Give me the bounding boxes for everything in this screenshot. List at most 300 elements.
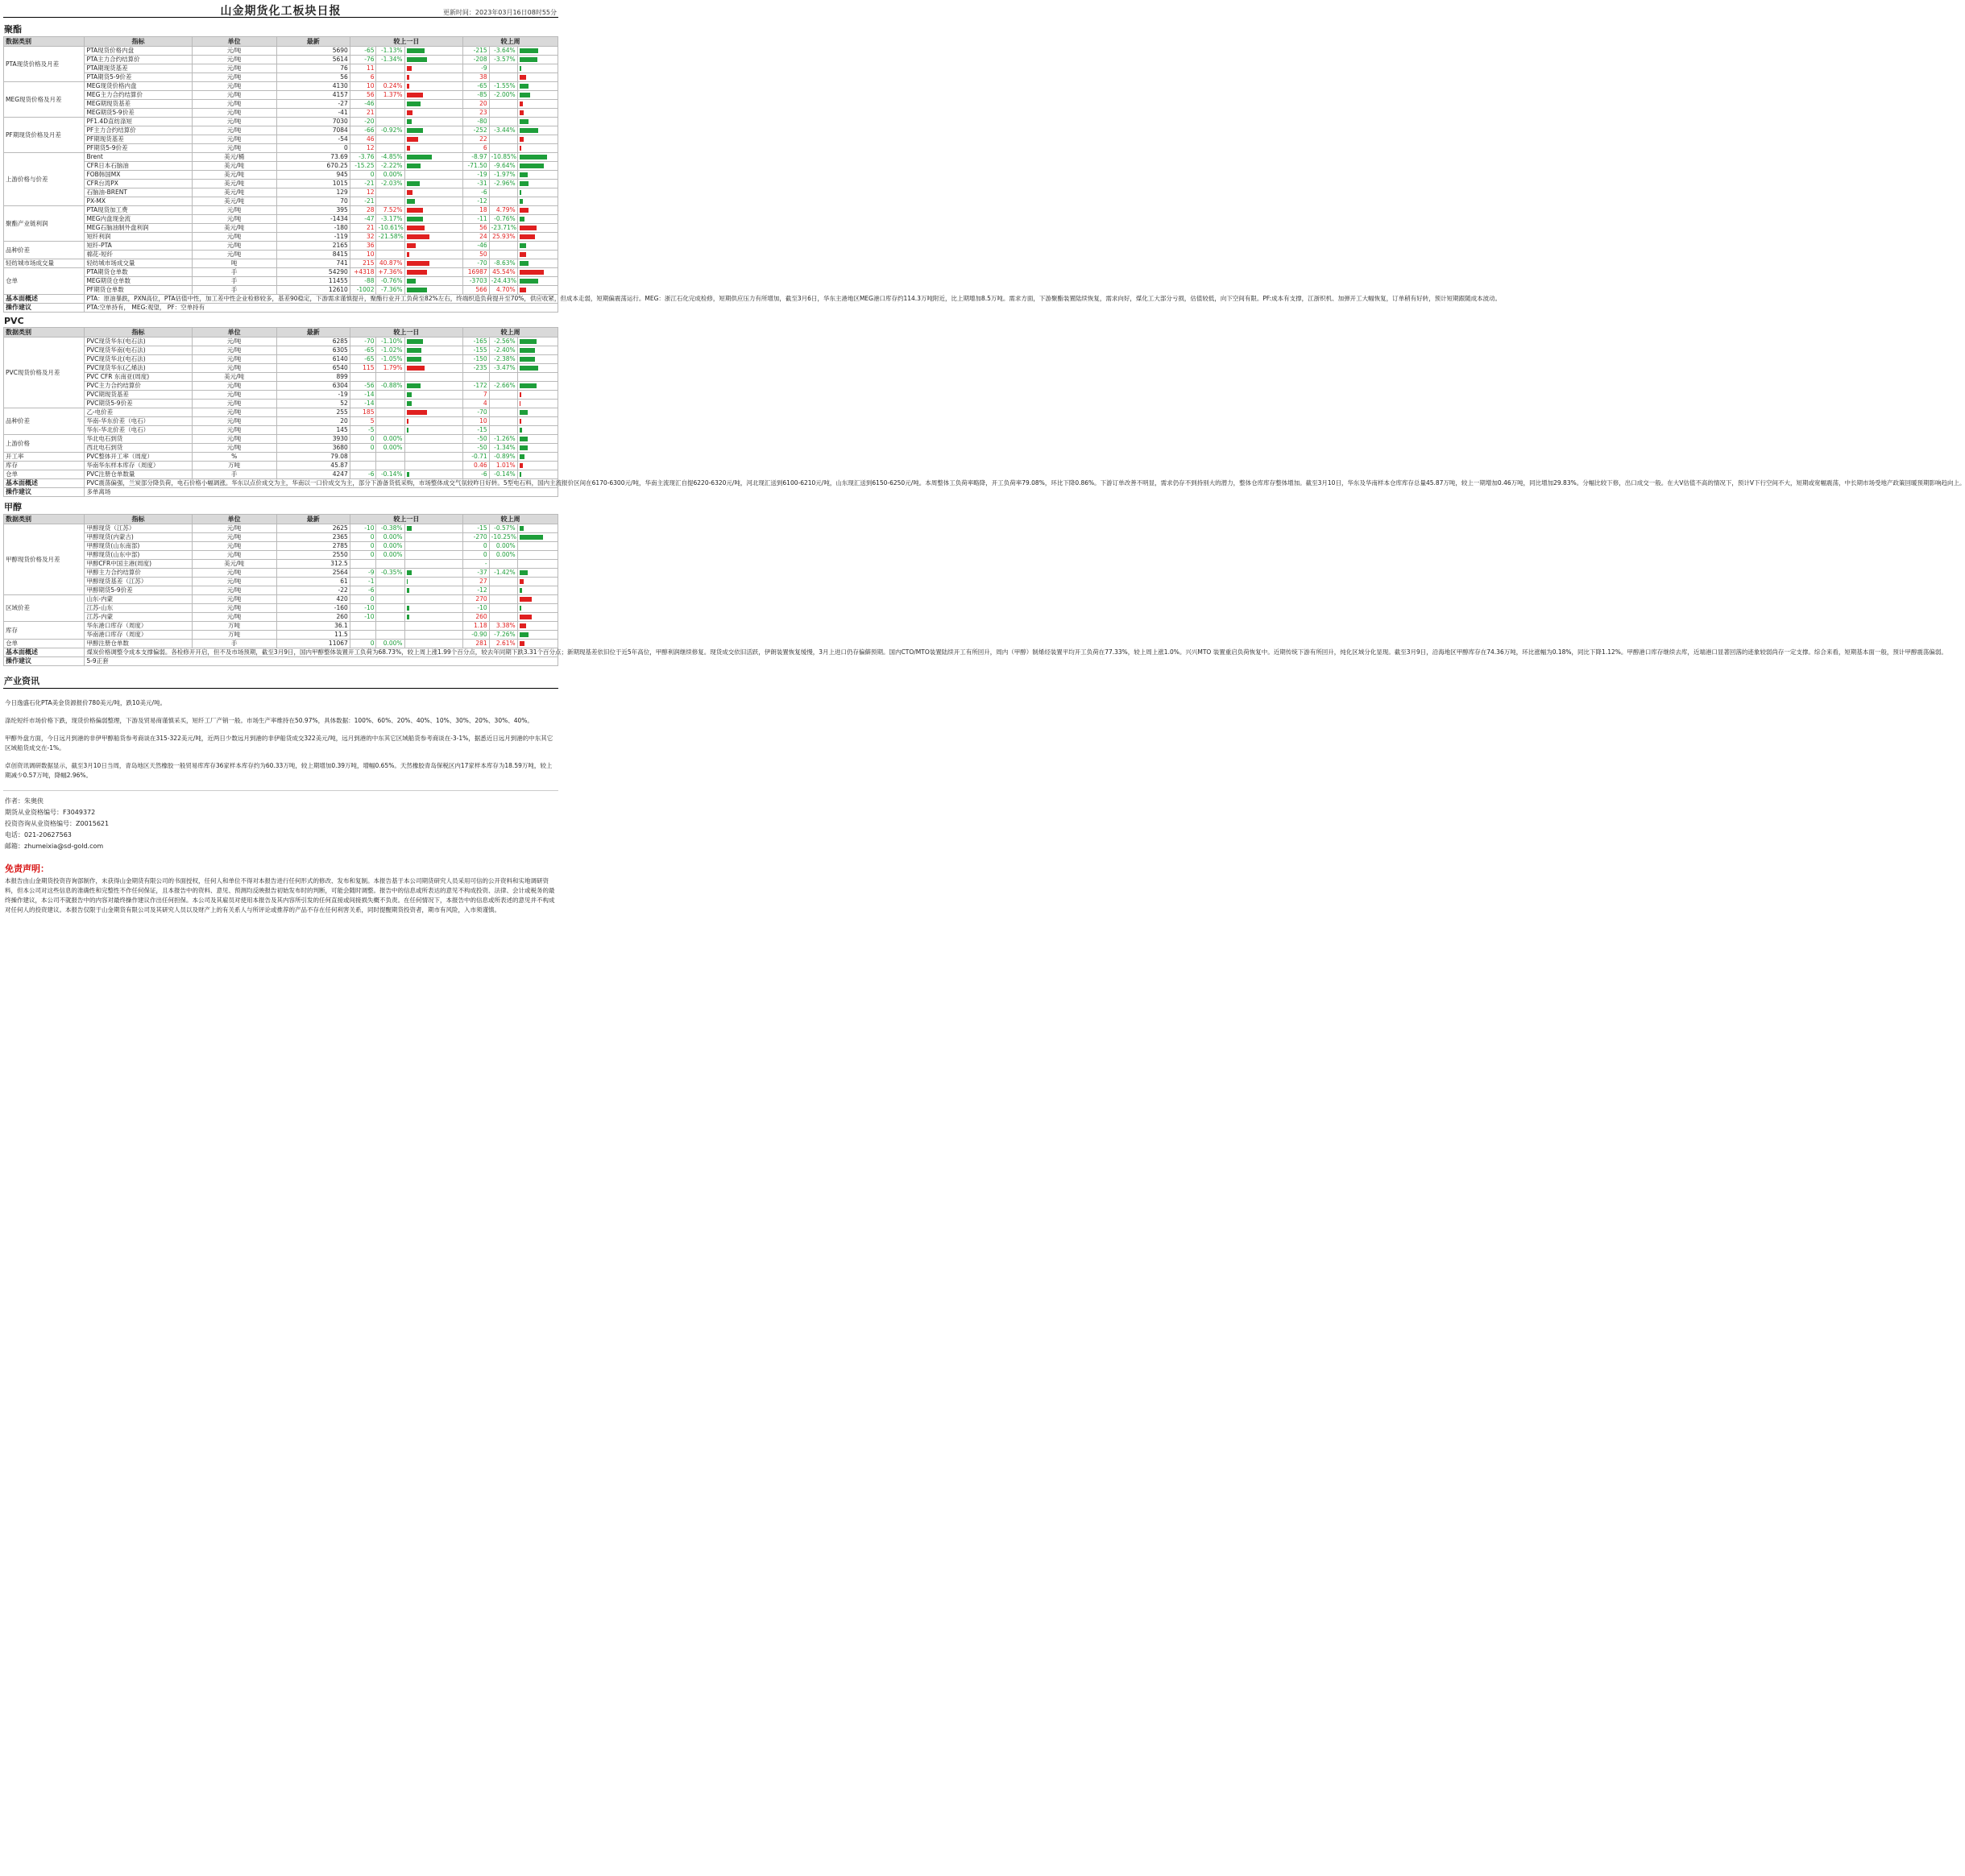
table-row: [4, 233, 558, 242]
latest-cell: 52: [276, 400, 350, 408]
day-change-bar-cell: [404, 631, 462, 640]
indicator-cell: PTA主力合约结算价: [85, 56, 192, 64]
day-change-cell: 5: [350, 417, 376, 426]
sections-container: [3, 19, 1965, 666]
table-row: [4, 631, 558, 640]
latest-cell: -54: [276, 135, 350, 144]
week-change-bar-cell: [517, 64, 558, 73]
table-row: [4, 286, 558, 295]
day-change-pct-cell: [376, 144, 404, 153]
week-change-pct-cell: 2.61%: [489, 640, 517, 648]
table-row: [4, 277, 558, 286]
day-change-bar-cell: [404, 595, 462, 604]
day-change-bar-cell: [404, 73, 462, 82]
week-change-pct-cell: 45.54%: [489, 268, 517, 277]
indicator-cell: 甲醇现货（江苏）: [85, 524, 192, 533]
table-row: [4, 153, 558, 162]
week-change-pct-cell: [489, 242, 517, 251]
day-change-cell: -14: [350, 391, 376, 400]
table-row: [4, 604, 558, 613]
table-row: [4, 162, 558, 171]
day-change-bar: [407, 348, 421, 353]
day-change-pct-cell: [376, 426, 404, 435]
week-change-bar: [520, 366, 538, 371]
week-change-pct-cell: -24.43%: [489, 277, 517, 286]
week-change-bar: [520, 199, 523, 204]
section-title: 聚酯: [4, 24, 22, 35]
table-row: [4, 91, 558, 100]
day-change-cell: -10: [350, 613, 376, 622]
latest-cell: 36.1: [276, 622, 350, 631]
day-change-cell: 0: [350, 171, 376, 180]
day-change-pct-cell: [376, 373, 404, 382]
week-change-pct-cell: [489, 373, 517, 382]
header-day-change: 较上一日: [350, 515, 462, 524]
week-change-bar-cell: [517, 109, 558, 118]
week-change-pct-cell: -0.14%: [489, 470, 517, 479]
week-change-cell: -12: [462, 197, 489, 206]
week-change-cell: -: [462, 560, 489, 569]
indicator-cell: CFR日本石脑油: [85, 162, 192, 171]
day-change-bar-cell: [404, 206, 462, 215]
week-change-bar: [520, 357, 535, 362]
day-change-pct-cell: [376, 118, 404, 126]
indicator-cell: 短纤利润: [85, 233, 192, 242]
week-change-pct-cell: 1.01%: [489, 462, 517, 470]
table-row: [4, 144, 558, 153]
day-change-pct-cell: -4.85%: [376, 153, 404, 162]
day-change-bar-cell: [404, 338, 462, 346]
header-category: 数据类别: [4, 37, 85, 47]
day-change-bar-cell: [404, 215, 462, 224]
day-change-cell: 185: [350, 408, 376, 417]
category-cell: 仓单: [4, 470, 85, 479]
week-change-pct-cell: 4.70%: [489, 286, 517, 295]
indicator-cell: PTA现货价格内盘: [85, 47, 192, 56]
unit-cell: 美元/吨: [192, 224, 276, 233]
unit-cell: 元/吨: [192, 595, 276, 604]
unit-cell: 元/吨: [192, 382, 276, 391]
day-change-bar-cell: [404, 640, 462, 648]
day-change-pct-cell: [376, 64, 404, 73]
day-change-cell: -10: [350, 524, 376, 533]
author-line: 期货从业资格编号：F3049372: [5, 809, 96, 816]
week-change-pct-cell: [489, 613, 517, 622]
week-change-bar: [520, 128, 538, 133]
category-cell: 聚酯产业链利润: [4, 206, 85, 242]
unit-cell: 元/吨: [192, 144, 276, 153]
indicator-cell: CFR台湾PX: [85, 180, 192, 188]
table-row: [4, 391, 558, 400]
day-change-bar: [407, 75, 409, 80]
day-change-cell: -9: [350, 569, 376, 578]
day-change-cell: 28: [350, 206, 376, 215]
week-change-cell: 4: [462, 400, 489, 408]
week-change-cell: -252: [462, 126, 489, 135]
unit-cell: 元/吨: [192, 408, 276, 417]
author-line: 邮箱：zhumeixia@sd-gold.com: [5, 843, 104, 850]
week-change-bar: [520, 410, 528, 415]
report-page: [0, 0, 1965, 918]
header-week-change: 较上周: [462, 37, 558, 47]
table-row: [4, 622, 558, 631]
day-change-pct-cell: 0.00%: [376, 542, 404, 551]
day-change-cell: -3.76: [350, 153, 376, 162]
latest-cell: 6305: [276, 346, 350, 355]
unit-cell: 美元/吨: [192, 162, 276, 171]
week-change-cell: [462, 373, 489, 382]
week-change-bar: [520, 579, 524, 584]
week-change-bar-cell: [517, 82, 558, 91]
table-row: [4, 373, 558, 382]
week-change-bar-cell: [517, 453, 558, 462]
week-change-pct-cell: [489, 604, 517, 613]
latest-cell: -119: [276, 233, 350, 242]
day-change-cell: 10: [350, 82, 376, 91]
week-change-bar-cell: [517, 233, 558, 242]
unit-cell: 万吨: [192, 462, 276, 470]
day-change-cell: [350, 462, 376, 470]
day-change-bar-cell: [404, 82, 462, 91]
latest-cell: 945: [276, 171, 350, 180]
day-change-bar-cell: [404, 251, 462, 259]
indicator-cell: MEG石脑油制外盘利润: [85, 224, 192, 233]
day-change-cell: 21: [350, 109, 376, 118]
latest-cell: 7084: [276, 126, 350, 135]
category-cell: 区域价差: [4, 595, 85, 622]
latest-cell: 420: [276, 595, 350, 604]
week-change-cell: -8.97: [462, 153, 489, 162]
week-change-cell: -19: [462, 171, 489, 180]
day-change-bar: [407, 279, 416, 284]
day-change-bar-cell: [404, 277, 462, 286]
week-change-bar: [520, 270, 544, 275]
header-unit: 单位: [192, 515, 276, 524]
latest-cell: 54290: [276, 268, 350, 277]
week-change-bar: [520, 243, 526, 248]
week-change-bar: [520, 454, 524, 459]
day-change-cell: 12: [350, 144, 376, 153]
week-change-bar: [520, 217, 524, 222]
indicator-cell: PF期现货基差: [85, 135, 192, 144]
day-change-pct-cell: -7.36%: [376, 286, 404, 295]
day-change-cell: -15.25: [350, 162, 376, 171]
data-table: [3, 327, 1965, 497]
day-change-bar-cell: [404, 162, 462, 171]
day-change-pct-cell: [376, 417, 404, 426]
week-change-pct-cell: [489, 135, 517, 144]
indicator-cell: 甲醇主力合约结算价: [85, 569, 192, 578]
latest-cell: 12610: [276, 286, 350, 295]
week-change-pct-cell: [489, 400, 517, 408]
indicator-cell: 华东-华北价差（电石）: [85, 426, 192, 435]
table-row: [4, 64, 558, 73]
latest-cell: 2785: [276, 542, 350, 551]
latest-cell: 8415: [276, 251, 350, 259]
day-change-bar-cell: [404, 126, 462, 135]
week-change-pct-cell: -7.26%: [489, 631, 517, 640]
day-change-pct-cell: [376, 631, 404, 640]
summary-row: [4, 295, 558, 304]
week-change-pct-cell: -1.97%: [489, 171, 517, 180]
week-change-bar: [520, 526, 524, 531]
week-change-pct-cell: [489, 578, 517, 586]
week-change-cell: -0.90: [462, 631, 489, 640]
unit-cell: 元/吨: [192, 400, 276, 408]
day-change-cell: 115: [350, 364, 376, 373]
latest-cell: 7030: [276, 118, 350, 126]
day-change-bar-cell: [404, 188, 462, 197]
indicator-cell: PVC注册仓单数量: [85, 470, 192, 479]
summary-label: 基本面概述: [4, 295, 85, 304]
week-change-bar-cell: [517, 444, 558, 453]
week-change-bar: [520, 57, 537, 62]
week-change-cell: 0: [462, 551, 489, 560]
indicator-cell: PTA期货5-9价差: [85, 73, 192, 82]
indicator-cell: MEG期货仓单数: [85, 277, 192, 286]
unit-cell: 元/吨: [192, 364, 276, 373]
author-line: 电话：021-20627563: [5, 831, 72, 839]
latest-cell: 255: [276, 408, 350, 417]
table-row: [4, 595, 558, 604]
day-change-bar: [407, 261, 429, 266]
latest-cell: 56: [276, 73, 350, 82]
table-row: [4, 118, 558, 126]
category-cell: 品种价差: [4, 408, 85, 435]
indicator-cell: PVC现货华东(乙烯法): [85, 364, 192, 373]
day-change-bar-cell: [404, 408, 462, 417]
industry-paragraph: 今日逸盛石化PTA美金货源报价780美元/吨，跌10美元/吨。: [5, 699, 167, 706]
day-change-bar: [407, 217, 423, 222]
header-indicator: 指标: [85, 515, 192, 524]
table-row: [4, 417, 558, 426]
day-change-bar: [407, 392, 412, 397]
author-line: 投资咨询从业资格编号：Z0015621: [5, 820, 110, 827]
week-change-bar-cell: [517, 73, 558, 82]
day-change-bar: [407, 119, 412, 124]
operation-text: 多单离场: [85, 488, 558, 497]
day-change-bar-cell: [404, 153, 462, 162]
day-change-bar-cell: [404, 373, 462, 382]
day-change-pct-cell: 0.00%: [376, 171, 404, 180]
latest-cell: 4247: [276, 470, 350, 479]
latest-cell: 312.5: [276, 560, 350, 569]
operation-row: [4, 657, 558, 666]
indicator-cell: MEG现货价格内盘: [85, 82, 192, 91]
day-change-pct-cell: [376, 408, 404, 417]
industry-paragraph: 甲醇外盘方面，今日远月到港的非伊甲醇船货参考商谈在315-322美元/吨，近两日少数远月到港的非伊船货成交322美元/吨，远月到港的中东其它区域船货参考商谈在-3-1%，据悉近日远月到港的中东其它区域船货成交在-1%。: [5, 735, 553, 752]
table-row: [4, 259, 558, 268]
latest-cell: 1015: [276, 180, 350, 188]
day-change-pct-cell: [376, 604, 404, 613]
update-time: 更新时间：2023年03月16日08时55分: [442, 9, 557, 16]
latest-cell: 73.69: [276, 153, 350, 162]
day-change-cell: 21: [350, 224, 376, 233]
header-unit: 单位: [192, 328, 276, 338]
week-change-bar-cell: [517, 118, 558, 126]
week-change-cell: -50: [462, 444, 489, 453]
week-change-pct-cell: -10.25%: [489, 533, 517, 542]
unit-cell: 元/吨: [192, 346, 276, 355]
unit-cell: 元/吨: [192, 215, 276, 224]
table-row: [4, 109, 558, 118]
table-row: [4, 435, 558, 444]
week-change-pct-cell: -2.56%: [489, 338, 517, 346]
table-row: [4, 578, 558, 586]
week-change-cell: -31: [462, 180, 489, 188]
day-change-pct-cell: -0.88%: [376, 382, 404, 391]
unit-cell: 元/吨: [192, 135, 276, 144]
author-line: 作者：朱奥侠: [5, 797, 44, 805]
unit-cell: 元/吨: [192, 56, 276, 64]
week-change-bar: [520, 632, 529, 637]
table-row: [4, 400, 558, 408]
latest-cell: 2550: [276, 551, 350, 560]
day-change-bar-cell: [404, 560, 462, 569]
day-change-cell: 12: [350, 188, 376, 197]
day-change-pct-cell: 1.37%: [376, 91, 404, 100]
unit-cell: 元/吨: [192, 251, 276, 259]
unit-cell: 元/吨: [192, 444, 276, 453]
day-change-pct-cell: +7.36%: [376, 268, 404, 277]
category-cell: 仓单: [4, 268, 85, 295]
day-change-cell: -66: [350, 126, 376, 135]
day-change-bar: [407, 270, 427, 275]
table-row: [4, 542, 558, 551]
indicator-cell: PF期货仓单数: [85, 286, 192, 295]
week-change-bar: [520, 226, 537, 230]
category-cell: 库存: [4, 462, 85, 470]
indicator-cell: 乙-电价差: [85, 408, 192, 417]
indicator-cell: 棉花-短纤: [85, 251, 192, 259]
week-change-bar: [520, 164, 544, 168]
day-change-cell: -21: [350, 197, 376, 206]
week-change-cell: -165: [462, 338, 489, 346]
day-change-pct-cell: [376, 391, 404, 400]
header-week-change: 较上周: [462, 328, 558, 338]
day-change-pct-cell: -2.03%: [376, 180, 404, 188]
latest-cell: 2365: [276, 533, 350, 542]
day-change-bar-cell: [404, 569, 462, 578]
week-change-pct-cell: [489, 118, 517, 126]
day-change-cell: -88: [350, 277, 376, 286]
table-row: [4, 586, 558, 595]
indicator-cell: FOB韩国MX: [85, 171, 192, 180]
category-cell: 上游价格与价差: [4, 153, 85, 206]
week-change-bar: [520, 172, 528, 177]
indicator-cell: PF主力合约结算价: [85, 126, 192, 135]
unit-cell: 元/吨: [192, 338, 276, 346]
day-change-bar: [407, 190, 412, 195]
week-change-pct-cell: -2.00%: [489, 91, 517, 100]
indicator-cell: 华北电石到货: [85, 435, 192, 444]
week-change-bar: [520, 119, 529, 124]
week-change-pct-cell: [489, 197, 517, 206]
table-row: [4, 364, 558, 373]
week-change-bar: [520, 261, 529, 266]
day-change-cell: -21: [350, 180, 376, 188]
week-change-cell: 23: [462, 109, 489, 118]
unit-cell: 美元/吨: [192, 560, 276, 569]
week-change-bar: [520, 383, 537, 388]
week-change-bar: [520, 348, 535, 353]
latest-cell: -1434: [276, 215, 350, 224]
day-change-bar: [407, 252, 409, 257]
indicator-cell: 山东-内蒙: [85, 595, 192, 604]
day-change-bar-cell: [404, 364, 462, 373]
indicator-cell: MEG期现货基差: [85, 100, 192, 109]
unit-cell: 美元/桶: [192, 153, 276, 162]
day-change-cell: -20: [350, 118, 376, 126]
day-change-pct-cell: -10.61%: [376, 224, 404, 233]
day-change-bar-cell: [404, 586, 462, 595]
indicator-cell: 轻纺城市场成交量: [85, 259, 192, 268]
latest-cell: 11455: [276, 277, 350, 286]
day-change-bar: [407, 288, 427, 292]
day-change-bar-cell: [404, 224, 462, 233]
header-latest: 最新: [276, 328, 350, 338]
indicator-cell: 甲醇现货(山东南部): [85, 542, 192, 551]
week-change-pct-cell: 0.00%: [489, 551, 517, 560]
week-change-bar-cell: [517, 417, 558, 426]
summary-text: 煤炭价格调整令成本支撑偏弱。各检修开开启，但不及市场预期，截至3月9日，国内甲醇整体装置开工负荷为68.73%，较上周上涨1.99个百分点，较去年同期下跌3.31个百分点；新期现基差依旧位于近5年高位，甲醇利润继续修复。现货成交依旧活跃，伊朗装置恢复缓慢，3月上进口仍存偏僻预期。国内CTO/MTO装置陆续开工有所回升，周内（甲醇）制烯烃装置平均开工负荷在77.33%，较上周上涨1.0%。兴兴MTO 装置重启负荷恢复中。近期传统下游有所回升，纯化区域分化显现。截至3月9日，沿海地区甲醇库存在74.36万吨，环比涨幅为0.18%，同比下降1.12%。甲醇港口库存继续去库，近端港口显著回落的迹象较弱尚存一定支撑。综合来看，短期基本面一般，预计甲醇震荡偏弱。: [85, 648, 558, 657]
category-cell: PVC现货价格及月差: [4, 338, 85, 408]
category-cell: 甲醇现货价格及月差: [4, 524, 85, 595]
day-change-pct-cell: -2.22%: [376, 162, 404, 171]
latest-cell: 395: [276, 206, 350, 215]
week-change-pct-cell: 0.00%: [489, 542, 517, 551]
day-change-bar-cell: [404, 346, 462, 355]
week-change-pct-cell: [489, 109, 517, 118]
week-change-bar-cell: [517, 622, 558, 631]
day-change-pct-cell: -3.17%: [376, 215, 404, 224]
header-week-change: 较上周: [462, 515, 558, 524]
header-latest: 最新: [276, 515, 350, 524]
week-change-pct-cell: -1.42%: [489, 569, 517, 578]
week-change-cell: 24: [462, 233, 489, 242]
header-latest: 最新: [276, 37, 350, 47]
week-change-cell: 22: [462, 135, 489, 144]
week-change-bar-cell: [517, 542, 558, 551]
week-change-bar-cell: [517, 524, 558, 533]
summary-row: [4, 479, 558, 488]
day-change-bar-cell: [404, 453, 462, 462]
week-change-bar: [520, 110, 524, 115]
day-change-bar: [407, 570, 412, 575]
week-change-bar-cell: [517, 560, 558, 569]
indicator-cell: 江苏-山东: [85, 604, 192, 613]
category-cell: 上游价格: [4, 435, 85, 453]
week-change-bar-cell: [517, 197, 558, 206]
week-change-cell: 10: [462, 417, 489, 426]
week-change-cell: -15: [462, 524, 489, 533]
day-change-pct-cell: [376, 135, 404, 144]
week-change-pct-cell: [489, 391, 517, 400]
week-change-bar-cell: [517, 631, 558, 640]
week-change-bar-cell: [517, 56, 558, 64]
week-change-bar-cell: [517, 382, 558, 391]
indicator-cell: PTA现货加工费: [85, 206, 192, 215]
latest-cell: 5690: [276, 47, 350, 56]
day-change-pct-cell: [376, 73, 404, 82]
week-change-bar-cell: [517, 426, 558, 435]
day-change-bar-cell: [404, 542, 462, 551]
week-change-cell: 18: [462, 206, 489, 215]
day-change-pct-cell: [376, 586, 404, 595]
week-change-cell: 281: [462, 640, 489, 648]
week-change-cell: 6: [462, 144, 489, 153]
day-change-pct-cell: 1.79%: [376, 364, 404, 373]
